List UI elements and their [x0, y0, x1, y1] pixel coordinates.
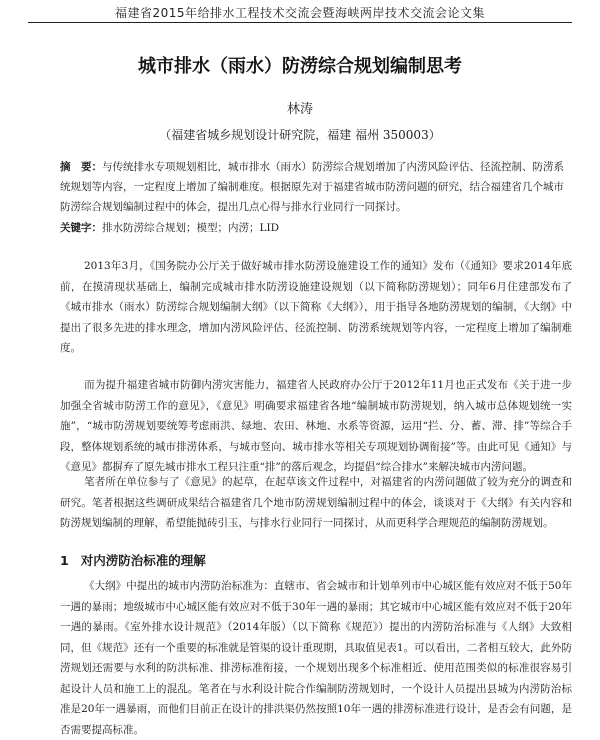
paragraph-text: 《大纲》中提出的城市内涝防治标准为：直辖市、省会城市和计划单列市中心城区能有效应对不低于50年一遇的暴雨；地级城市中心城区能有效应对不低于30年一遇的暴雨；其它城市中心城区能有效应对不低于20年一遇的暴雨。《室外排水设计规范》（2014年版）（以下简称《规范》）提出的内涝防治标准与《人纲》大致相同，但《规范》还有一个重要的标准就是管渠的设计重现期，具取值见表1。可以看出，二者相互较大，此外防涝规划还需要与水利的防洪标准、排涝标准衔接，一个规划出现多个标准相近、使用范围类似的标准很容易引起设计人员和施工上的混乱。笔者在与水利设计院合作编制防涝规划时，一个设计人员提出县城为内涝防治标准是20年一遇暴雨，而他们目前正在设计的排洪渠仍然按照10年一遇的排涝标准进行设计，是否会有问题，是否需要提高标准。	[60, 580, 572, 736]
keywords-text: 排水防涝综合规划；模型；内涝；LID	[102, 222, 280, 234]
body-paragraph-1	[60, 256, 572, 359]
section-title: 对内涝防治标准的理解	[80, 553, 206, 568]
section-heading	[60, 551, 206, 569]
paragraph-text: 笔者所在单位参与了《意见》的起草，在起草该文件过程中，对福建省的内涝问题做了较为充分的调查和研究。笔者根据这些调研成果结合福建省几个地市防涝规划编制过程中的体会，谈谈对于《大纲》有关内容和防涝规划编制的理解，希望能抛砖引玉，与排水行业同行一同探讨，从而更科学合理规范的编制防涝规划。	[60, 476, 572, 529]
paragraph-text: 而为提升福建省城市防御内涝灾害能力，福建省人民政府办公厅于2012年11月也正式发布《关于进一步加强全省城市防涝工作的意见》，《意见》明确要求福建省各地“编制城市防涝规划，纳入城市总体规划统一实施”，“城市防涝规划要统筹考虑雨洪、绿地、农田、林地、水系等资源，运用“拦、分、蓄、滞、排”等综合手段，整体规划系统的城市排涝体系，与城市竖向、城市排水等相关专项规划协调衔接”等。由此可见《通知》与《意见》都摒弃了原先城市排水工程只注重“排”的落后观念，均提倡“综合排水”来解决城市内涝问题。	[60, 379, 572, 473]
abstract-text: 与传统排水专项规划相比，城市排水（雨水）防涝综合规划增加了内涝风险评估、径流控制、防涝系统规划等内容，一定程度上增加了编制难度。根据原先对于福建省城市防涝问题的研究，结合福建省几个城市防涝综合规划编制过程中的体会，提出几点心得与排水行业同行一同探讨。	[60, 161, 564, 213]
body-paragraph-2	[60, 375, 572, 478]
keywords-label: 关键字：	[60, 222, 102, 234]
running-header: 福建省2015年给排水工程技术交流会暨海峡两岸技术交流会论文集	[114, 6, 486, 20]
author-affiliation: （福建省城乡规划设计研究院，福建 福州 350003）	[159, 128, 441, 142]
body-paragraph-3	[60, 472, 572, 534]
paragraph-text: 2013年3月，《国务院办公厅关于做好城市排水防涝设施建设工作的通知》发布（《通知》要求2014年底前，在摸清现状基础上，编制完成城市排水防涝设施建设规划（以下简称防涝规划）；同年6月住建部发布了《城市排水（雨水）防涝综合规划编制大纲》（以下简称《大纲》），用于指导各地防涝规划的编制，《大纲》中提出了很多先进的排水理念，增加内涝风险评估、径流控制、防涝系统规划等内容，一定程度上增加了编制难度。	[60, 260, 572, 354]
paper-author: 林涛	[286, 102, 313, 117]
body-paragraph-4	[60, 576, 572, 740]
header-divider	[28, 22, 572, 23]
keywords	[60, 218, 572, 238]
abstract-label: 摘 要：	[60, 161, 102, 173]
abstract	[60, 157, 572, 217]
section-number: 1	[60, 553, 69, 568]
paper-title: 城市排水（雨水）防涝综合规划编制思考	[138, 56, 462, 77]
